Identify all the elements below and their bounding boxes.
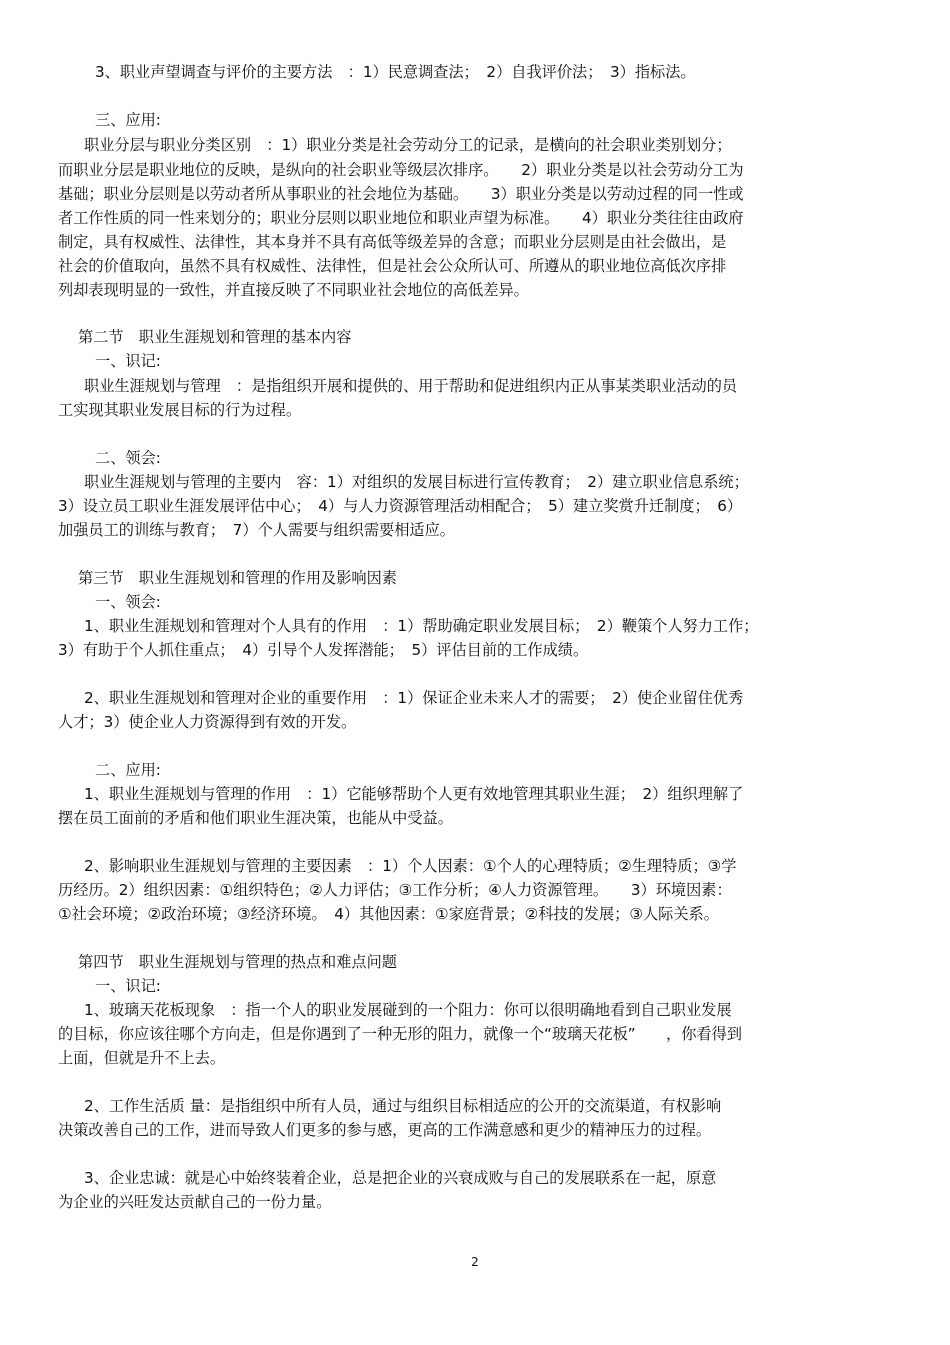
paragraph-line: 2、影响职业生涯规划与管理的主要因素 ：1）个人因素：①个人的心理特质；②生理特质；③学 xyxy=(84,857,737,875)
paragraph-line: 人才；3）使企业人力资源得到有效的开发。 xyxy=(58,713,357,731)
subheading: 一、领会: xyxy=(95,593,161,611)
paragraph-line: 为企业的兴旺发达贡献自己的一份力量。 xyxy=(58,1193,332,1211)
paragraph-line: 历经历。2）组织因素：①组织特色；②人力评估；③工作分析；④人力资源管理。 3）环境因素： xyxy=(58,881,732,899)
paragraph-line: 决策改善自己的工作，进而导致人们更多的参与感，更高的工作满意感和更少的精神压力的过程。 xyxy=(58,1121,712,1139)
paragraph-line: 工实现其职业发展目标的行为过程。 xyxy=(58,401,301,419)
paragraph-line: 者工作性质的同一性来划分的；职业分层则以职业地位和职业声望为标准。 4）职业分类往往由政府 xyxy=(58,209,744,227)
section-title-4: 第四节 职业生涯规划与管理的热点和难点问题 xyxy=(78,953,397,971)
paragraph-line: 3、企业忠诚：就是心中始终装着企业，总是把企业的兴衰成败与自己的发展联系在一起，原意 xyxy=(84,1169,717,1187)
paragraph-line: 职业生涯规划与管理 ：是指组织开展和提供的、用于帮助和促进组织内正从事某类职业活动的员 xyxy=(84,377,738,395)
subheading: 二、应用: xyxy=(95,761,161,779)
paragraph-line: 基础；职业分层则是以劳动者所从事职业的社会地位为基础。 3）职业分类是以劳动过程的同一性或 xyxy=(58,185,744,203)
section-title-3: 第三节 职业生涯规划和管理的作用及影响因素 xyxy=(78,569,397,587)
paragraph-line: 上面，但就是升不上去。 xyxy=(58,1049,226,1067)
subheading: 二、领会: xyxy=(95,449,161,467)
paragraph-line: 而职业分层是职业地位的反映，是纵向的社会职业等级层次排序。 2）职业分类是以社会劳动分工为 xyxy=(58,161,744,179)
paragraph-line: 3）有助于个人抓住重点； 4）引导个人发挥潜能； 5）评估目前的工作成绩。 xyxy=(58,641,589,659)
subheading: 一、识记: xyxy=(95,977,161,995)
section-title-2: 第二节 职业生涯规划和管理的基本内容 xyxy=(78,328,352,346)
paragraph-line: ①社会环境；②政治环境；③经济环境。 4）其他因素：①家庭背景；②科技的发展；③人际关系。 xyxy=(58,905,719,923)
paragraph-line: 1、职业生涯规划与管理的作用 ：1）它能够帮助个人更有效地管理其职业生涯； 2）组织理解了 xyxy=(84,785,744,803)
paragraph-line: 加强员工的训练与教育； 7）个人需要与组织需要相适应。 xyxy=(58,521,455,539)
subheading: 一、识记: xyxy=(95,352,161,370)
paragraph-line: 社会的价值取向，虽然不具有权威性、法律性，但是社会公众所认可、所遵从的职业地位高低次序排 xyxy=(58,257,727,275)
paragraph-line: 的目标，你应该往哪个方向走，但是你遇到了一种无形的阻力，就像一个“玻璃天花板” ，你看得到 xyxy=(58,1025,742,1043)
paragraph-line: 3）设立员工职业生涯发展评估中心； 4）与人力资源管理活动相配合； 5）建立奖赏升迁制度； 6） xyxy=(58,497,743,515)
paragraph-line: 职业分层与职业分类区别 ：1）职业分类是社会劳动分工的记录，是横向的社会职业类别划分； xyxy=(84,136,732,154)
paragraph-line: 2、职业生涯规划和管理对企业的重要作用 ：1）保证企业未来人才的需要； 2）使企业留住优秀 xyxy=(84,689,744,707)
paragraph-line: 摆在员工面前的矛盾和他们职业生涯决策，也能从中受益。 xyxy=(58,809,453,827)
paragraph-line: 2、工作生活质 量：是指组织中所有人员，通过与组织目标相适应的公开的交流渠道，有权影响 xyxy=(84,1097,722,1115)
paragraph-line: 制定，具有权威性、法律性，其本身并不具有高低等级差异的含意；而职业分层则是由社会做出，是 xyxy=(58,233,727,251)
paragraph-line: 1、玻璃天花板现象 ：指一个人的职业发展碰到的一个阻力：你可以很明确地看到自己职业发展 xyxy=(84,1001,732,1019)
method-line: 3、职业声望调查与评价的主要方法 ：1）民意调查法； 2）自我评价法； 3）指标法。 xyxy=(95,63,696,81)
page-number: 2 xyxy=(471,1255,479,1269)
paragraph-line: 列却表现明显的一致性，并直接反映了不同职业社会地位的高低差异。 xyxy=(58,281,529,299)
section-heading-apply: 三、应用: xyxy=(95,111,161,129)
paragraph-line: 1、职业生涯规划和管理对个人具有的作用 ：1）帮助确定职业发展目标； 2）鞭策个人努力工作； xyxy=(84,617,759,635)
paragraph-line: 职业生涯规划与管理的主要内 容：1）对组织的发展目标进行宣传教育； 2）建立职业信息系统； xyxy=(84,473,749,491)
